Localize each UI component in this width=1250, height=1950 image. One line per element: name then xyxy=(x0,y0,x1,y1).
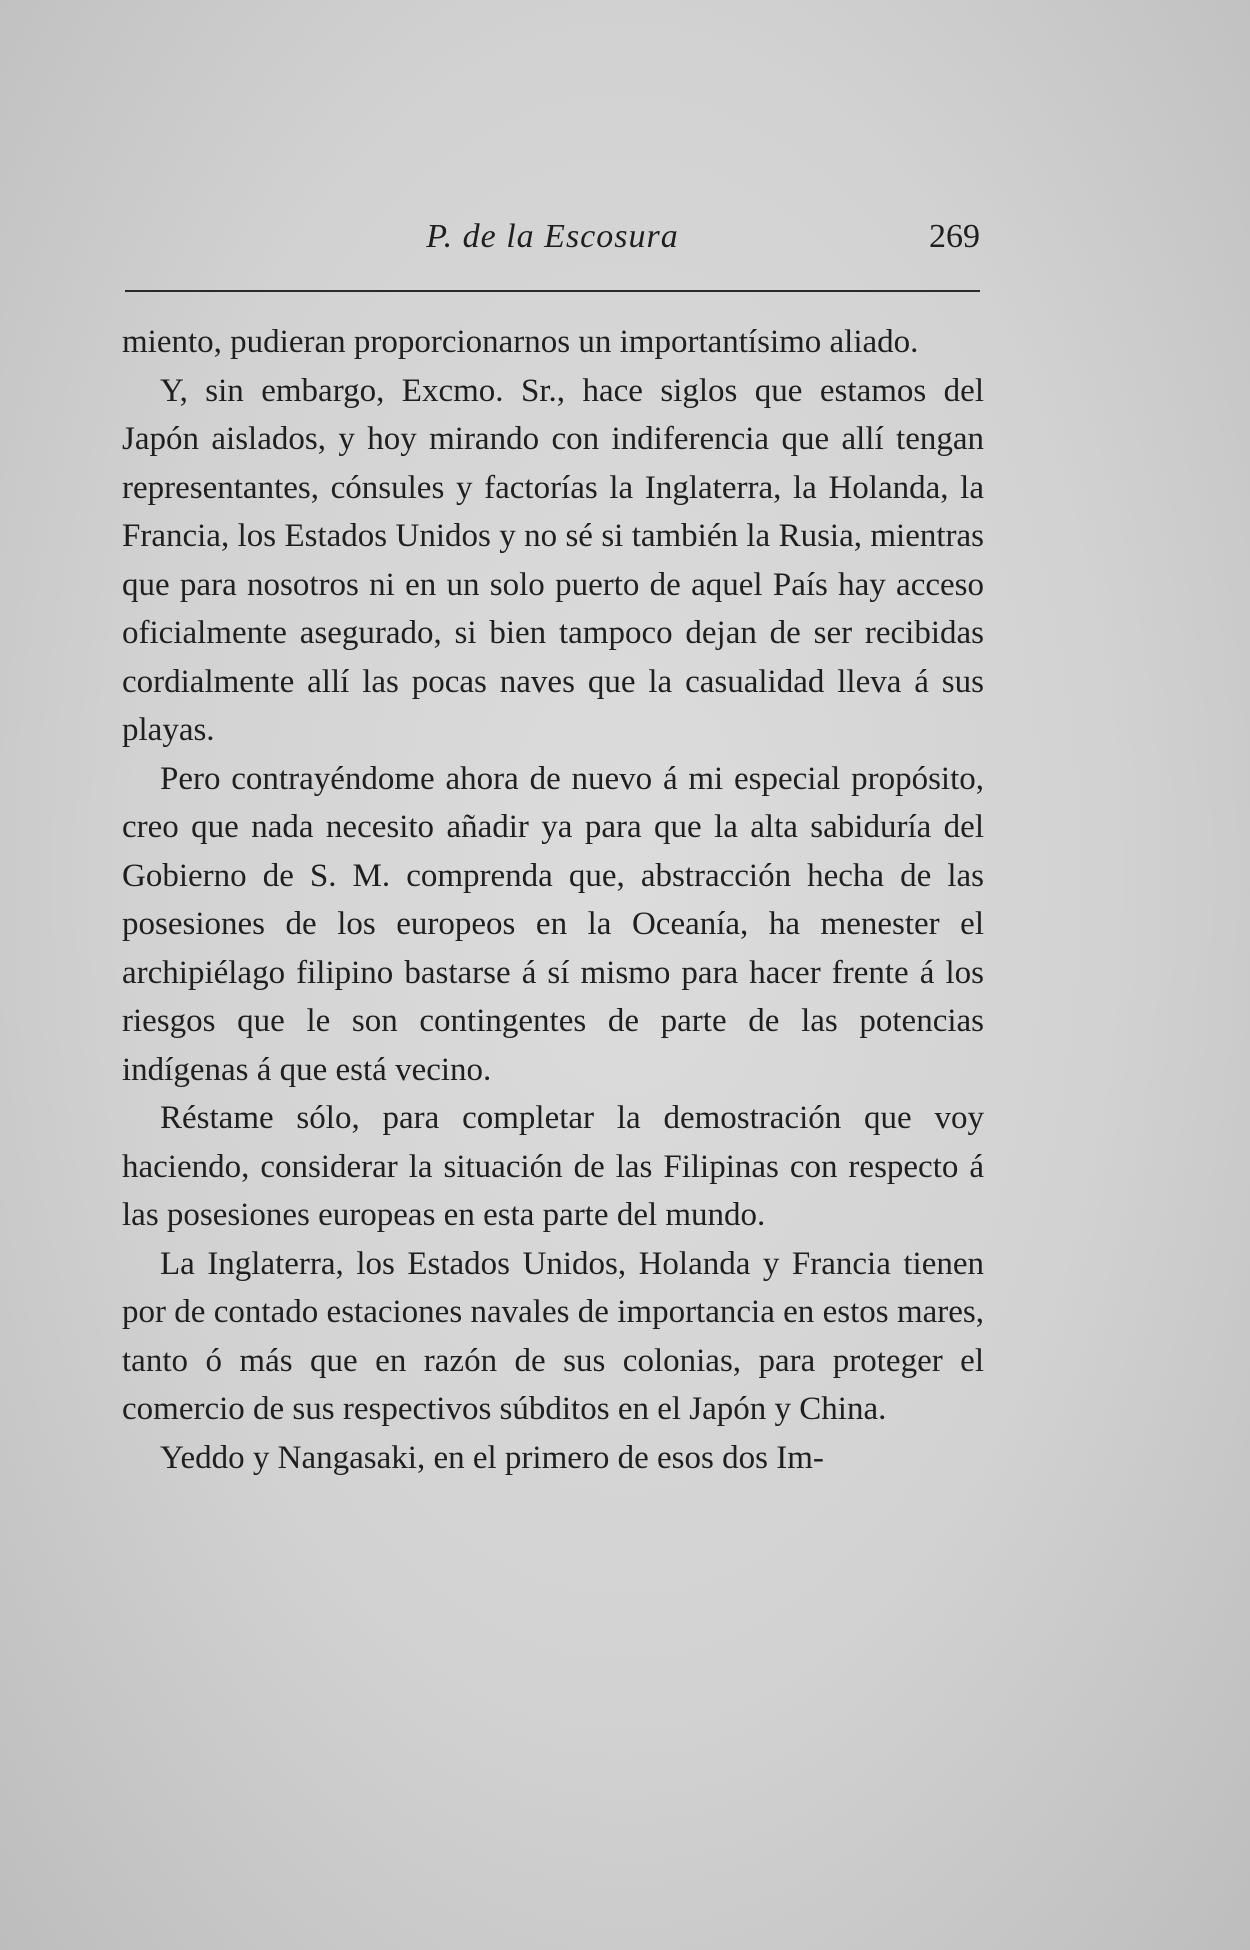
paragraph: Y, sin embargo, Excmo. Sr., hace siglos que estamos del Japón aislados, y hoy mirando con indiferencia que allí tengan representantes, cónsules y factorías la Inglaterra, la Holanda, la Francia, los Estados Unidos y no sé si también la Rusia, mientras que para nosotros ni en un solo puerto de aquel País hay acceso oficialmente asegurado, si bien tampoco dejan de ser recibidas cordialmente allí las pocas naves que la casualidad lleva á sus playas. xyxy=(122,372,984,748)
paragraph: Réstame sólo, para completar la demostración que voy haciendo, considerar la situación de las Filipinas con respecto á las posesiones europeas en esta parte del mundo. xyxy=(122,1100,984,1233)
running-head xyxy=(125,212,980,262)
paragraph: Yeddo y Nangasaki, en el primero de esos dos Im- xyxy=(160,1439,824,1476)
header-rule xyxy=(125,290,980,292)
body-text xyxy=(122,318,984,1482)
running-title: P. de la Escosura xyxy=(426,218,679,255)
paragraph-continuation: miento, pudieran proporcionarnos un importantísimo aliado. xyxy=(122,324,919,360)
page-number: 269 xyxy=(929,218,980,255)
paragraph: Pero contrayéndome ahora de nuevo á mi especial propósito, creo que nada necesito añadir ya para que la alta sabiduría del Gobierno de S. M. comprenda que, abstracción hecha de las posesiones de los europeos en la Oceanía, ha menester el archipiélago filipino bastarse á sí mismo para hacer frente á los riesgos que le son contingentes de parte de las potencias indígenas á que está vecino. xyxy=(122,760,984,1088)
paragraph: La Inglaterra, los Estados Unidos, Holanda y Francia tienen por de contado estaciones navales de importancia en estos mares, tanto ó más que en razón de sus colonias, para proteger el comercio de sus respectivos súbditos en el Japón y China. xyxy=(122,1245,984,1427)
